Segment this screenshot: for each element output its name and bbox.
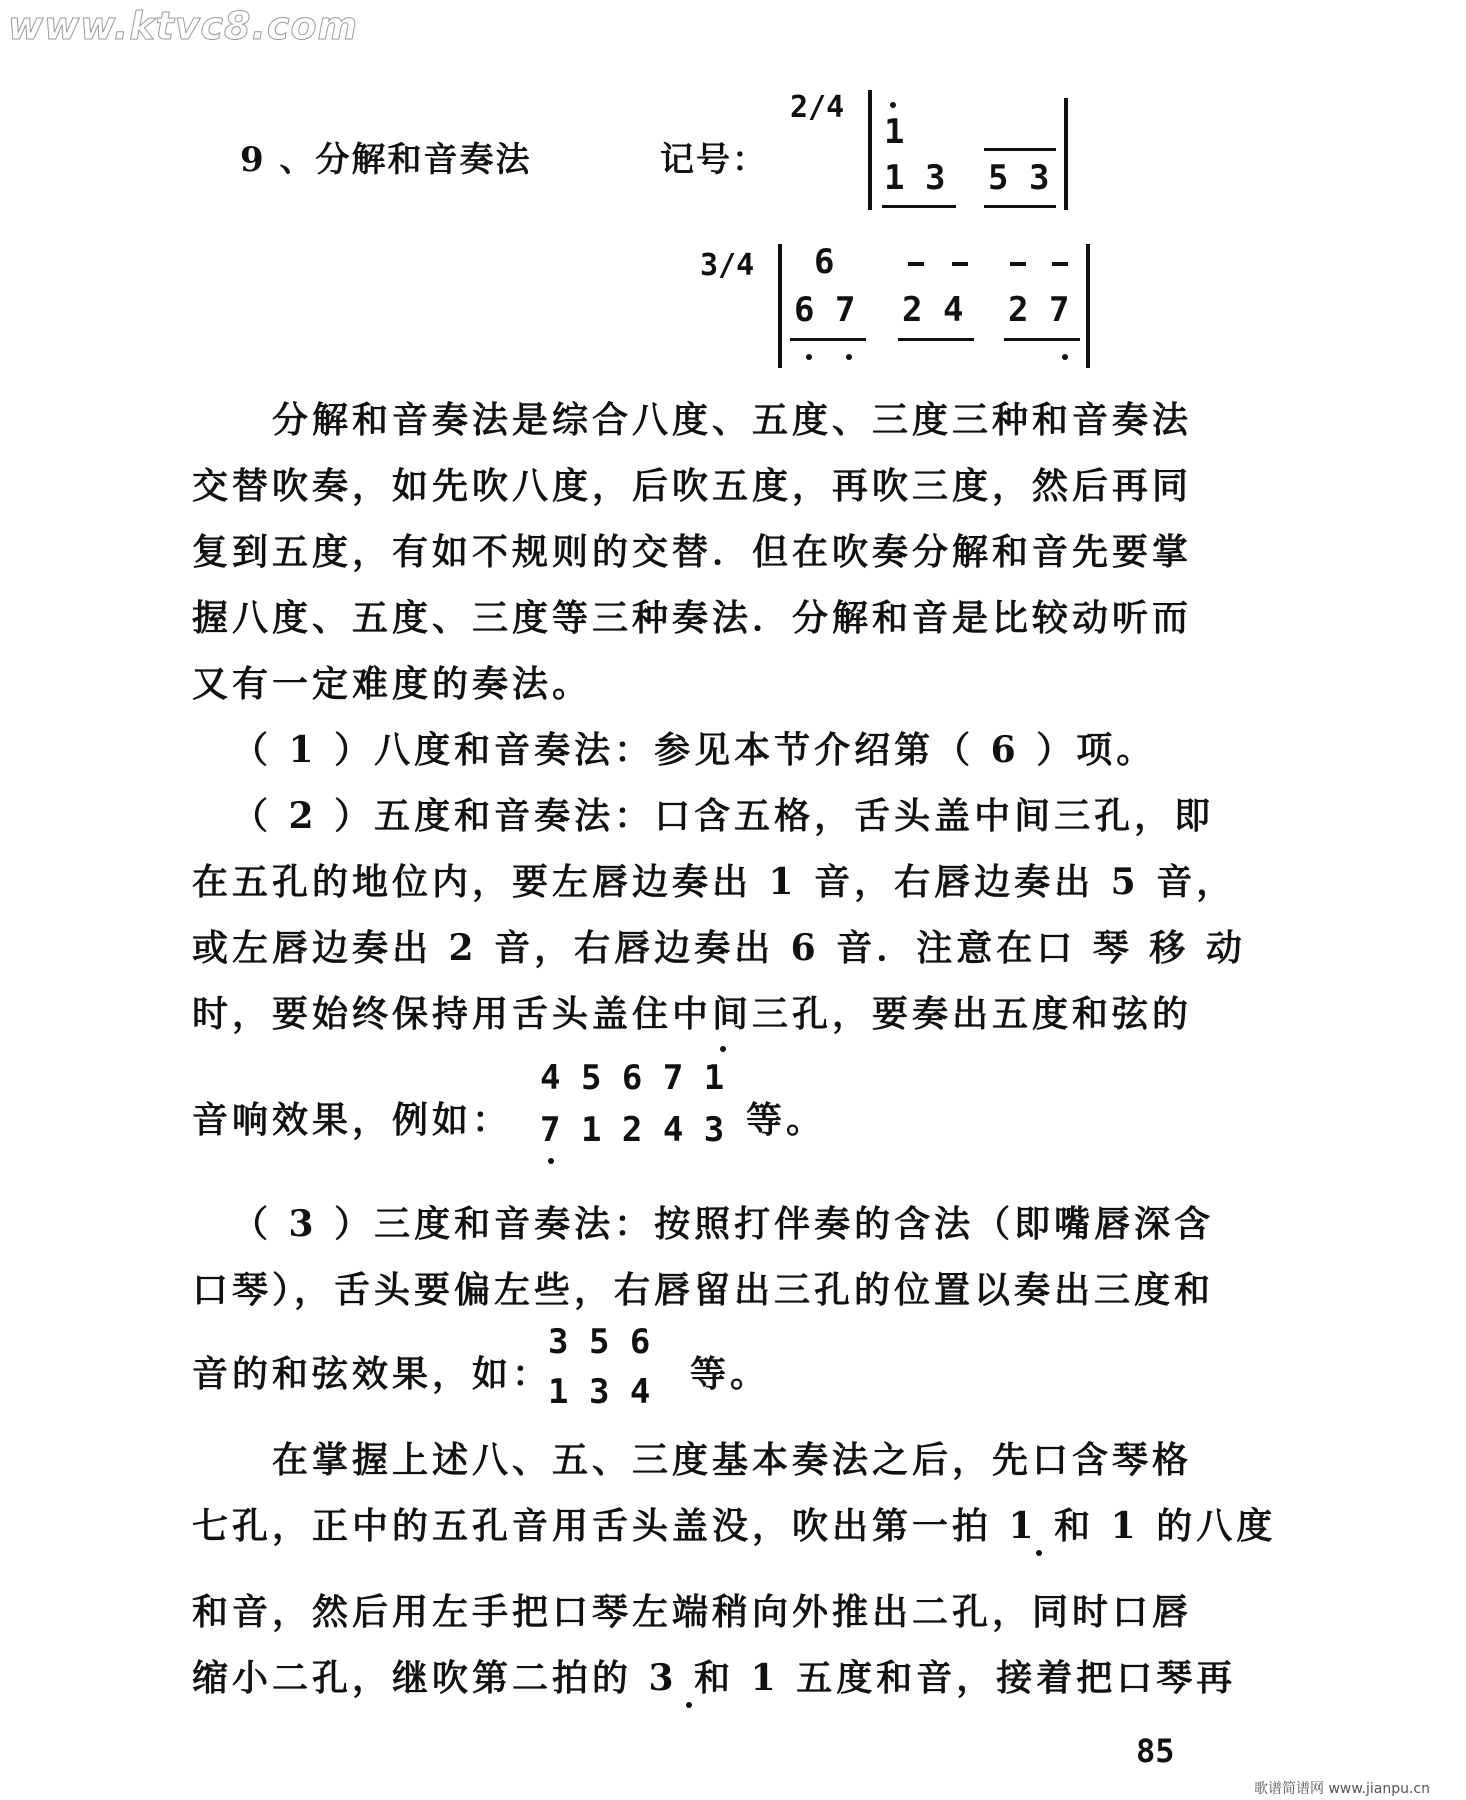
note-group-1: 6 7	[794, 290, 856, 330]
low-octave-dot	[548, 1158, 554, 1164]
dash	[908, 262, 924, 266]
low-octave-dot	[806, 354, 812, 360]
low-octave-dot	[1036, 1550, 1042, 1556]
item-fifth-line: （ 2 ）五度和音奏法：口含五格，舌头盖中间三孔，即	[232, 795, 1215, 837]
upper-note: 1	[884, 112, 905, 152]
time-signature: 3/4	[700, 248, 755, 283]
barline	[868, 90, 872, 210]
example-suffix: 等。	[746, 1099, 827, 1141]
barline-end	[1086, 244, 1090, 368]
beam-2	[898, 338, 974, 341]
dash	[1010, 262, 1026, 266]
example-lower: 1 3 4	[548, 1372, 651, 1412]
symbol-label: 记号：	[660, 140, 768, 180]
high-octave-dot	[890, 102, 896, 108]
note-group-2: 2 4	[902, 290, 964, 330]
note-group-3: 2 7	[1008, 290, 1070, 330]
item-fifth-line: 或左唇边奏出 2 音，右唇边奏出 6 音．注意在口 琴 移 动	[192, 927, 1246, 969]
dash	[952, 262, 968, 266]
barline	[778, 244, 782, 368]
low-octave-dot	[846, 354, 852, 360]
paragraph-line: 在掌握上述八、五、三度基本奏法之后，先口含琴格	[272, 1439, 1193, 1481]
paragraph-line: 缩小二孔，继吹第二拍的 3 和 1 五度和音，接着把口琴再	[192, 1657, 1237, 1699]
paragraph-line: 和音，然后用左手把口琴左端稍向外推出二孔，同时口唇	[192, 1591, 1193, 1633]
page-number: 85	[1136, 1732, 1175, 1770]
paragraph-line: 七孔，正中的五孔音用舌头盖没，吹出第一拍 1 和 1 的八度	[192, 1505, 1277, 1547]
example-lower: 7 1 2 4 3	[540, 1110, 725, 1150]
beam-2	[984, 205, 1056, 208]
section-heading: 9 、分解和音奏法	[240, 140, 532, 180]
example-upper: 3 5 6	[548, 1322, 651, 1362]
paragraph-line: 分解和音奏法是综合八度、五度、三度三种和音奏法	[272, 399, 1193, 441]
barline-end	[1064, 98, 1068, 210]
beam-top	[984, 148, 1056, 151]
beam-3	[1004, 338, 1080, 341]
beam-1	[790, 338, 866, 341]
footer-watermark: 歌谱简谱网 www.jianpu.cn	[1254, 1781, 1430, 1797]
paragraph-line: 交替吹奏，如先吹八度，后吹五度，再吹三度，然后再同	[192, 465, 1193, 507]
example-upper: 4 5 6 7 1	[540, 1058, 725, 1098]
item-fifth-line: 在五孔的地位内，要左唇边奏出 1 音，右唇边奏出 5 音，	[192, 861, 1237, 903]
item-third-line: 口琴），舌头要偏左些，右唇留出三孔的位置以奏出三度和	[192, 1269, 1215, 1311]
paragraph-line: 握八度、五度、三度等三种奏法．分解和音是比较动听而	[192, 597, 1193, 639]
example-suffix: 等。	[690, 1353, 771, 1395]
dash	[1052, 262, 1068, 266]
item-third-line: （ 3 ）三度和音奏法：按照打伴奏的含法（即嘴唇深含	[232, 1203, 1215, 1245]
note-group-1: 1 3	[884, 158, 946, 198]
low-octave-dot	[1062, 354, 1068, 360]
upper-note: 6	[814, 242, 835, 282]
note-group-2: 5 3	[988, 158, 1050, 198]
paragraph-line: 又有一定难度的奏法。	[192, 663, 593, 705]
watermark: www.ktvc8.com	[8, 4, 359, 48]
beam-1	[882, 205, 956, 208]
item-octave: （ 1 ）八度和音奏法：参见本节介绍第（ 6 ）项。	[232, 729, 1157, 771]
paragraph-line: 复到五度，有如不规则的交替．但在吹奏分解和音先要掌	[192, 531, 1193, 573]
example-prefix: 音响效果，例如：	[192, 1099, 513, 1141]
time-signature: 2/4	[790, 90, 845, 125]
high-octave-dot	[720, 1046, 726, 1052]
example-prefix: 音的和弦效果，如：	[192, 1353, 553, 1395]
item-fifth-line: 时，要始终保持用舌头盖住中间三孔，要奏出五度和弦的	[192, 993, 1193, 1035]
low-octave-dot	[686, 1702, 692, 1708]
